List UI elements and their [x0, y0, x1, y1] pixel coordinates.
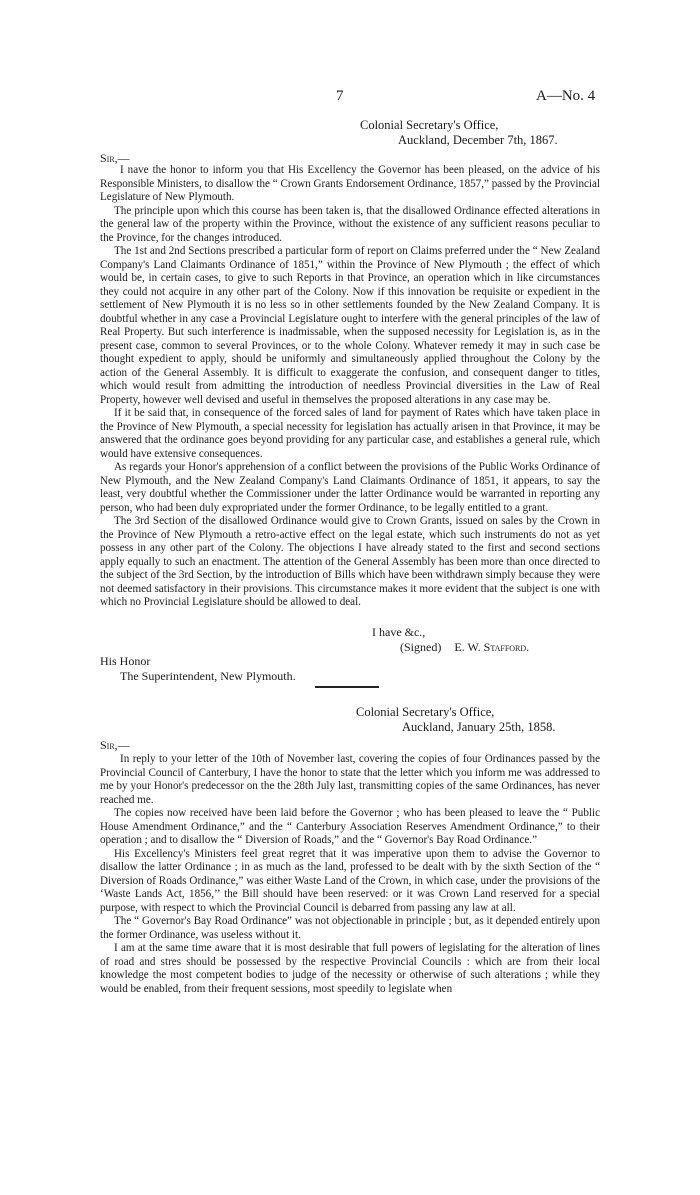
letter1-paragraph: I nave the honor to inform you that His Excellency the Governor has been pleased, on the advice of his Responsible Ministers, to disallow the “ Crown Grants Endorsement Ordinance, 1857,” passed by the Provincial Legislature of New Plymouth.	[100, 164, 600, 203]
letter1-salutation: Sir,—	[100, 151, 130, 165]
page-number: 7	[336, 88, 344, 104]
letter1-closing-text: I have &c.,	[372, 625, 426, 639]
letter1-signed-label: (Signed)	[400, 640, 442, 654]
letter1-paragraph: The principle upon which this course has been taken is, that the disallowed Ordinance effected alterations in the general law of the property within the Province, without the existence of any sufficient reasons peculiar to the Province, for the changes introduced.	[100, 204, 600, 244]
letter1-recipient-name: The Superintendent, New Plymouth.	[120, 669, 296, 683]
letter1-paragraph: The 1st and 2nd Sections prescribed a particular form of report on Claims preferred under the “ New Zealand Company's Land Claimants Ordinance of 1851,” within the Province of New Plymouth ; the effect of which would be, in certain cases, to give to such Reports in that Province, an operation which in like circumstances they could not acquire in any other part of the Colony. Now if this innovation be requisite or expedient in the settlement of New Plymouth it is no less so in other settlements founded by the New Zealand Company. It is doubtful whether in any case a Provincial Legislature ought to interfere with the general principles of the law of Real Property. But such interference is inadmissable, when the supposed necessity for Legislation is, as in the present case, common to several Provinces, or to the whole Colony. Whatever remedy it may in such case be thought expedient to apply, should be uniformly and simultaneously applied throughout the Colony by the action of the General Assembly. It is difficult to exaggerate the confusion, and consequent danger to titles, which would result from admitting the introduction of needless Provincial diversities in the Law of Real Property, however well devised and useful in themselves the proposed alterations in any case may be.	[100, 245, 600, 406]
letter2-paragraph: The “ Governor's Bay Road Ordinance” was not objectionable in principle ; but, as it depended entirely upon the former Ordinance, was useless without it.	[100, 915, 600, 941]
letter2-salutation: Sir,—	[100, 738, 130, 752]
letter2-paragraph: The copies now received have been laid before the Governor ; who has been pleased to leave the “ Public House Amendment Ordinance,” and the “ Canterbury Association Reserves Amendment Ordinance,” to their operation ; and to disallow the “ Diversion of Roads,” and the “ Governor's Bay Road Ordinance.”	[100, 807, 600, 846]
letter2-office: Colonial Secretary's Office,	[356, 705, 495, 719]
letter1-body	[100, 164, 600, 610]
letter1-address	[360, 118, 558, 148]
letter1-paragraph: If it be said that, in consequence of the forced sales of land for payment of Rates which have taken place in the Province of New Plymouth, a special necessity for legislation has actually arisen in that Province, it may be answered that the ordinance goes beyond providing for any particular case, and establishes a general rule, which would have extensive consequences.	[100, 407, 600, 460]
letter2-paragraph: His Excellency's Ministers feel great regret that it was imperative upon them to advise the Governor to disallow the latter Ordinance ; in as much as the land, professed to be dealt with by the sixth Section of the “ Diversion of Roads Ordinance,” was either Waste Land of the Crown, in which case, under the provisions of the ‘Waste Lands Act, 1856,’’ the Bill should have been reserved: or it was Crown Land reserved for a special purpose, with respect to which the Provincial Council is debarred from passing any law at all.	[100, 847, 600, 914]
letter1-recipient-title: His Honor	[100, 654, 151, 668]
letter2-address	[356, 705, 555, 735]
letter1-office: Colonial Secretary's Office,	[360, 118, 499, 132]
letter1-recipient	[100, 654, 296, 684]
letter2-body	[100, 753, 600, 996]
document-number: A—No. 4	[536, 88, 596, 104]
letter1-paragraph: As regards your Honor's apprehension of a conflict between the provisions of the Public Works Ordinance of New Plymouth, and the New Zealand Company's Land Claimants Ordinance of 1851, it appears, to say the least, very doubtful whether the Commissioner under the latter Ordinance would be warranted in reporting any person, who had been duly expropriated under the former Ordinance, to be legally entitled to a grant.	[100, 461, 600, 514]
letter1-signatory: E. W. Stafford.	[454, 640, 530, 654]
letter1-closing	[372, 625, 529, 655]
letter1-place-date: Auckland, December 7th, 1867.	[398, 133, 558, 147]
letter2-paragraph: I am at the same time aware that it is most desirable that full powers of legislating for the alteration of lines of road and stres should be possessed by the respective Provincial Councils : which are from their local knowledge the most competent bodies to judge of the necessity or otherwise of such alterations ; while they would be enabled, from their frequent sessions, most speedily to legislate when	[100, 942, 600, 995]
letter1-paragraph: The 3rd Section of the disallowed Ordinance would give to Crown Grants, issued on sales by the Crown in the Province of New Plymouth a retro-active effect on the legal estate, which such instruments do not as yet possess in any other part of the Colony. The objections I have already stated to the first and second sections apply equally to such an enactment. The attention of the General Assembly has been more than once directed to the subject of the 3rd Section, by the introduction of Bills which have been withdrawn simply because they were not deemed satisfactory in their provisions. This circumstance makes it more evident that the subject is one with which no Provincial Legislature should be allowed to deal.	[100, 515, 601, 608]
section-divider	[315, 686, 379, 688]
letter2-paragraph: In reply to your letter of the 10th of November last, covering the copies of four Ordinances passed by the Provincial Council of Canterbury, I have the honor to state that the letter which you inform me was addressed to me by your Honor's predecessor on the the 28th July last, transmitting copies of the same Ordinances, has never reached me.	[100, 753, 600, 806]
letter2-place-date: Auckland, January 25th, 1858.	[402, 720, 556, 734]
